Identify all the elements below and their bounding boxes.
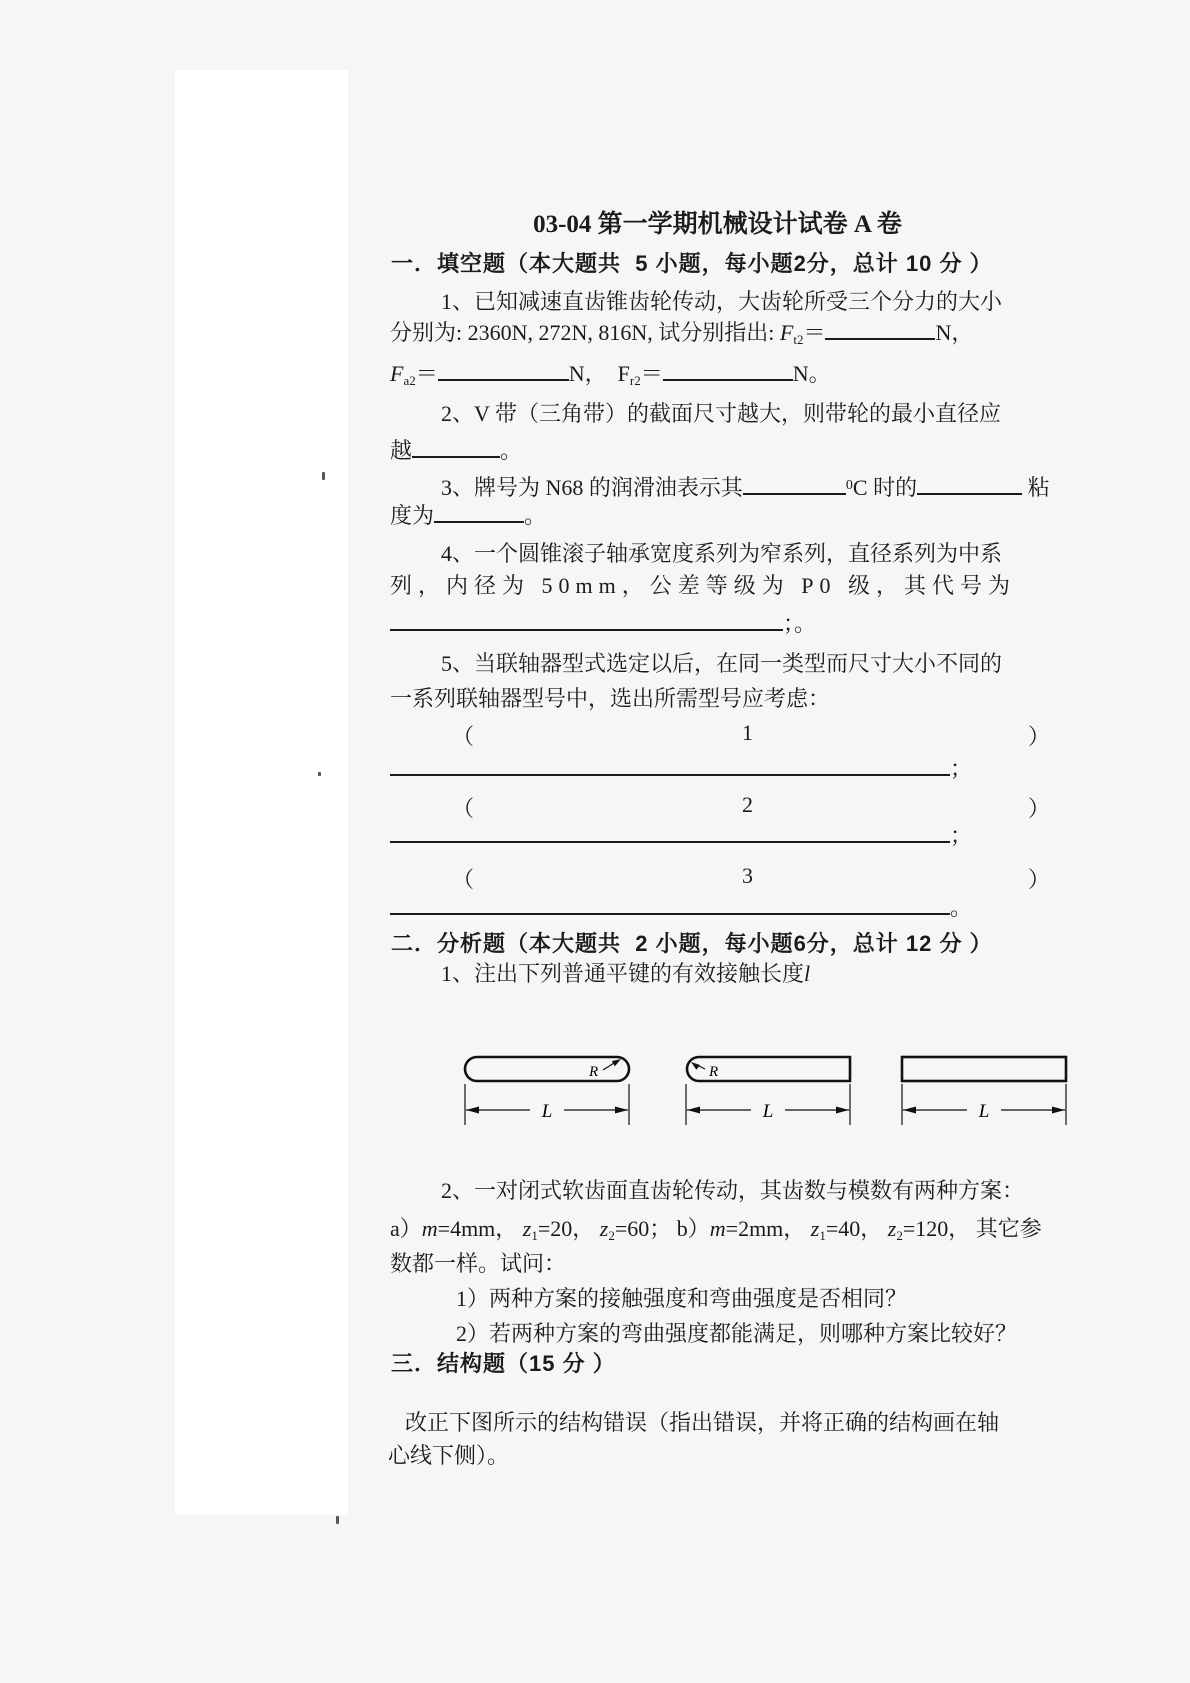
s2-q2-p4: =2mm， bbox=[725, 1216, 811, 1241]
s2-q2-p3: =60； b） bbox=[614, 1216, 710, 1241]
q3-line1 bbox=[441, 472, 1050, 502]
q3-line2-text: 度为 bbox=[390, 503, 435, 528]
s3-line2: 心线下侧）。 bbox=[388, 1443, 510, 1468]
open-paren: （ bbox=[452, 867, 475, 892]
q1-line2-unit: N， bbox=[935, 320, 974, 345]
q1-line1: 1、已知减速直齿锥齿轮传动，大齿轮所受三个分力的大小 bbox=[441, 289, 1003, 314]
close-paren: ） bbox=[1028, 796, 1051, 821]
var-Fr2-sub: r2 bbox=[629, 373, 641, 388]
s2-q2-subquestion-2: 2）若两种方案的弯曲强度都能满足，则哪种方案比较好？ bbox=[456, 1321, 1018, 1346]
blank-underline bbox=[434, 519, 524, 523]
dimension-arrowhead bbox=[466, 1107, 479, 1114]
equals-sign: ＝ bbox=[803, 320, 826, 345]
section3-heading: 三．结构题（15 分 ） bbox=[391, 1351, 616, 1376]
radius-label: R bbox=[709, 1064, 719, 1080]
q4-line3-punct: ；。 bbox=[783, 611, 817, 636]
q5-line2: 一系列联轴器型号中，选出所需型号应考虑： bbox=[390, 686, 831, 711]
dimension-arrowhead bbox=[836, 1107, 849, 1114]
q3-line2-period: 。 bbox=[524, 503, 547, 528]
open-paren: （ bbox=[452, 796, 475, 821]
option-number: 1 bbox=[742, 720, 753, 745]
var-l: l bbox=[804, 961, 811, 986]
var-Fa2: F bbox=[390, 361, 404, 386]
blank-underline bbox=[917, 491, 1022, 495]
var-z: z bbox=[599, 1216, 609, 1241]
option-number: 3 bbox=[742, 863, 753, 888]
blank-underline bbox=[390, 911, 950, 915]
q1-line3 bbox=[390, 360, 831, 395]
q1-line2-text: 分别为: 2360N, 272N, 816N, 试分别指出: bbox=[390, 320, 780, 345]
key-outline bbox=[902, 1057, 1066, 1081]
var-Fa2-sub: a2 bbox=[403, 373, 416, 388]
var-z: z bbox=[810, 1216, 820, 1241]
exam-title: 03-04 第一学期机械设计试卷 A 卷 bbox=[533, 211, 902, 238]
q4-line3 bbox=[390, 610, 816, 638]
q5-blank-tail-1: ； bbox=[950, 756, 973, 781]
blank-underline bbox=[438, 377, 569, 381]
length-label: L bbox=[978, 1101, 990, 1122]
blank-underline bbox=[412, 454, 500, 458]
close-paren: ） bbox=[1028, 867, 1051, 892]
dimension-arrowhead bbox=[687, 1107, 700, 1114]
q3-line2 bbox=[390, 502, 546, 530]
var-z2-sub: 2 bbox=[608, 1228, 615, 1243]
q3-line1-end: 粘 bbox=[1022, 475, 1050, 500]
s2-q2-subquestion-1: 1）两种方案的接触强度和弯曲强度是否相同？ bbox=[456, 1286, 908, 1311]
s2-q2-p5: =40， bbox=[825, 1216, 888, 1241]
blank-underline bbox=[743, 491, 846, 495]
q5-blank-row-2 bbox=[390, 822, 972, 850]
key-figure-round-left-end bbox=[683, 1055, 853, 1130]
q5-option-row-3 bbox=[390, 863, 1051, 893]
dimension-arrowhead bbox=[1052, 1107, 1065, 1114]
var-z1-sub: 1 bbox=[819, 1228, 826, 1243]
blank-underline bbox=[390, 839, 950, 843]
open-paren: （ bbox=[452, 724, 475, 749]
q5-option-row-1 bbox=[390, 720, 1051, 750]
q1-line3-unit2: N。 bbox=[792, 361, 831, 386]
q1-line2 bbox=[390, 319, 973, 354]
equals-sign: ＝ bbox=[415, 361, 438, 386]
q2-line1: 2、V 带（三角带）的截面尺寸越大，则带轮的最小直径应 bbox=[441, 401, 1001, 426]
s2-q2-line3: 数都一样。试问： bbox=[390, 1251, 567, 1276]
q2-line2-text: 越 bbox=[390, 438, 413, 463]
option-number: 2 bbox=[742, 792, 753, 817]
var-Ft2-sub: t2 bbox=[793, 332, 804, 347]
radius-arrowhead bbox=[612, 1059, 621, 1066]
blank-underline bbox=[390, 627, 783, 631]
dimension-arrowhead bbox=[615, 1107, 628, 1114]
section1-heading: 一．填空题（本大题共 5 小题，每小题2分，总计 10 分 ） bbox=[391, 251, 993, 276]
case-a-label: a） bbox=[390, 1216, 422, 1241]
blank-underline bbox=[663, 377, 793, 381]
q5-line1: 5、当联轴器型式选定以后，在同一类型而尺寸大小不同的 bbox=[441, 651, 1003, 676]
radius-label: R bbox=[589, 1064, 599, 1080]
s2-q1-line bbox=[441, 960, 810, 988]
s2-q2-line2 bbox=[390, 1215, 1042, 1250]
q5-option-row-2 bbox=[390, 792, 1051, 822]
length-label: L bbox=[541, 1101, 553, 1122]
superscript-zero: 0 bbox=[845, 478, 853, 493]
var-m: m bbox=[709, 1216, 726, 1241]
radius-arrowhead bbox=[691, 1062, 700, 1070]
s3-line1: 改正下图所示的结构错误（指出错误，并将正确的结构画在轴 bbox=[405, 1410, 1000, 1435]
equals-sign: ＝ bbox=[640, 361, 663, 386]
page-margin-strip bbox=[175, 70, 348, 1515]
q5-blank-tail-2: ； bbox=[950, 823, 973, 848]
scan-speck bbox=[322, 472, 325, 480]
q2-line2 bbox=[390, 437, 522, 465]
q4-line1: 4、一个圆锥滚子轴承宽度系列为窄系列，直径系列为中系 bbox=[441, 541, 1003, 566]
scan-speck bbox=[336, 1516, 339, 1524]
section2-heading: 二．分析题（本大题共 2 小题，每小题6分，总计 12 分 ） bbox=[391, 931, 993, 956]
q5-blank-tail-3: 。 bbox=[950, 895, 973, 920]
q1-line3-unit1: N， bbox=[568, 361, 618, 386]
scan-speck bbox=[318, 772, 321, 776]
key-figure-round-both-ends bbox=[462, 1055, 632, 1130]
radius-leader-line bbox=[603, 1063, 614, 1070]
s2-q2-p1: =4mm， bbox=[437, 1216, 523, 1241]
s2-q2-line1: 2、一对闭式软齿面直齿轮传动，其齿数与模数有两种方案： bbox=[441, 1178, 1025, 1203]
var-z: z bbox=[887, 1216, 897, 1241]
var-z2-sub: 2 bbox=[896, 1228, 903, 1243]
key-figure-square-ends bbox=[899, 1055, 1069, 1130]
q5-blank-row-1 bbox=[390, 755, 972, 783]
var-z1-sub: 1 bbox=[531, 1228, 538, 1243]
q3-line1-text: 3、牌号为 N68 的润滑油表示其 bbox=[441, 475, 743, 500]
var-m: m bbox=[421, 1216, 438, 1241]
dimension-arrowhead bbox=[903, 1107, 916, 1114]
var-Ft2: F bbox=[779, 320, 794, 345]
q2-line2-period: 。 bbox=[500, 438, 523, 463]
var-z: z bbox=[522, 1216, 532, 1241]
q5-blank-row-3 bbox=[390, 894, 972, 922]
s2-q1-text: 1、注出下列普通平键的有效接触长度 bbox=[441, 961, 805, 986]
close-paren: ） bbox=[1028, 724, 1051, 749]
length-label: L bbox=[762, 1101, 774, 1122]
blank-underline bbox=[825, 336, 935, 340]
s2-q2-p6: =120， 其它参 bbox=[902, 1216, 1042, 1241]
q4-line2: 列，内径为 50mm，公差等级为 P0 级，其代号为 bbox=[390, 573, 1016, 598]
blank-underline bbox=[390, 772, 950, 776]
s2-q2-p2: =20， bbox=[537, 1216, 600, 1241]
var-Fr2: F bbox=[617, 361, 630, 386]
q3-line1-mid: C 时的 bbox=[852, 475, 918, 500]
